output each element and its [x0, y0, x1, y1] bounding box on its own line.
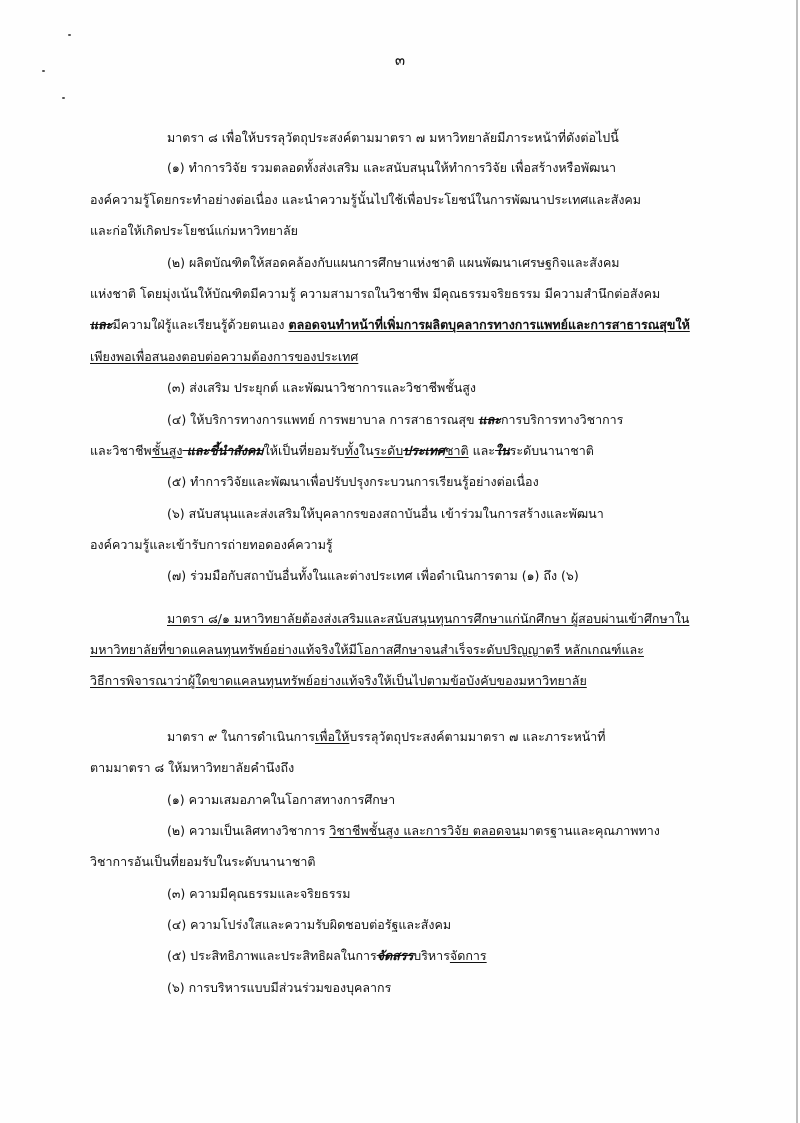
- section-9-line-1: [167, 727, 606, 747]
- scan-edge: [796, 0, 798, 1123]
- deleted-text: และชี้นำสังคม: [182, 443, 264, 458]
- text-run: (๒) ความเป็นเลิศทางวิชาการ: [167, 823, 330, 838]
- deleted-text: และ: [90, 317, 113, 332]
- section-8-item-2-line-3: [90, 315, 690, 335]
- text-run: และ: [468, 443, 496, 458]
- text-run: มีความใฝ่รู้และเรียนรู้ด้วยตนเอง: [112, 317, 289, 332]
- section-8-item-7: (๗) ร่วมมือกับสถาบันอื่นทั้งในและต่างประเทศ เพื่อดำเนินการตาม (๑) ถึง (๖): [167, 568, 579, 583]
- page-number: ๓: [394, 51, 406, 69]
- section-8-item-1-line-1: (๑) ทำการวิจัย รวมตลอดทั้งส่งเสริม และสนับสนุนให้ทำการวิจัย เพื่อสร้างหรือพัฒนา: [167, 160, 616, 175]
- section-9-item-2-line-1: [167, 821, 660, 841]
- section-8-1-line-1: มาตรา ๘/๑ มหาวิทยาลัยต้องส่งเสริมและสนับสนุนทุนการศึกษาแก่นักศึกษา ผู้สอบผ่านเข้าศึกษาใน: [167, 611, 690, 626]
- amended-text: ชั้นสูง: [151, 443, 183, 458]
- section-8-1-line-2: มหาวิทยาลัยที่ขาดแคลนทุนทรัพย์อย่างแท้จริงให้มีโอกาสศึกษาจนสำเร็จระดับปริญญาตรี หลักเกณฑ์และ: [90, 642, 644, 657]
- deleted-text: ใน: [495, 443, 510, 458]
- deleted-text: ประเทศ: [403, 443, 445, 458]
- scan-speck: [68, 34, 71, 36]
- text-run: มาตรฐานและคุณภาพทาง: [520, 823, 660, 838]
- section-8-1-line-3: วิธีการพิจารณาว่าผู้ใดขาดแคลนทุนทรัพย์อย่างแท้จริงให้เป็นไปตามข้อบังคับของมหาวิทยาลัย: [90, 673, 587, 688]
- amended-text: ทั้ง: [344, 443, 360, 458]
- amended-text: วิชาชีพชั้นสูง และการวิจัย ตลอดจน: [329, 823, 521, 838]
- section-8-item-2-line-1: (๒) ผลิตบัณฑิตให้สอดคล้องกับแผนการศึกษาแห่งชาติ แผนพัฒนาเศรษฐกิจและสังคม: [167, 255, 620, 270]
- section-8-item-4-line-2: [90, 441, 594, 461]
- text-run: (๔) ให้บริการทางการแพทย์ การพยาบาล การสาธารณสุข: [167, 412, 479, 427]
- deleted-text: จัดสรร: [376, 948, 414, 963]
- text-run: บรรลุวัตถุประสงค์ตามมาตรา ๗ และภาระหน้าที่: [349, 729, 606, 744]
- section-8-item-6-line-1: (๖) สนับสนุนและส่งเสริมให้บุคลากรของสถาบันอื่น เข้าร่วมในการสร้างและพัฒนา: [167, 506, 604, 521]
- section-8-item-1-line-2: องค์ความรู้โดยกระทำอย่างต่อเนื่อง และนำความรู้นั้นไปใช้เพื่อประโยชน์ในการพัฒนาประเทศและสังคม: [90, 192, 642, 207]
- section-9-item-3: (๓) ความมีคุณธรรมและจริยธรรม: [167, 886, 351, 901]
- amended-text: เพื่อให้: [314, 729, 350, 744]
- section-8-item-5: (๕) ทำการวิจัยและพัฒนาเพื่อปรับปรุงกระบวนการเรียนรู้อย่างต่อเนื่อง: [167, 474, 539, 489]
- text-run: และวิชาชีพ: [90, 443, 152, 458]
- section-9-item-2-line-2: วิชาการอันเป็นที่ยอมรับในระดับนานาชาติ: [90, 854, 316, 869]
- section-8-item-3: (๓) ส่งเสริม ประยุกต์ และพัฒนาวิชาการและวิชาชีพชั้นสูง: [167, 380, 476, 395]
- section-8-item-2-line-2: แห่งชาติ โดยมุ่งเน้นให้บัณฑิตมีความรู้ ความสามารถในวิชาชีพ มีคุณธรรมจริยธรรม มีความสำนึกต่อสังคม: [90, 286, 661, 301]
- text-run: ให้เป็นที่ยอมรับ: [263, 443, 345, 458]
- text-run: (๕) ประสิทธิภาพและประสิทธิผลในการ: [167, 948, 377, 963]
- amended-text: จัดการ: [449, 948, 487, 963]
- section-9-item-6: (๖) การบริหารแบบมีส่วนร่วมของบุคลากร: [167, 980, 392, 995]
- section-9-line-2: ตามมาตรา ๘ ให้มหาวิทยาลัยคำนึงถึง: [90, 760, 295, 775]
- section-8-heading: มาตรา ๘ เพื่อให้บรรลุวัตถุประสงค์ตามมาตรา ๗ มหาวิทยาลัยมีภาระหน้าที่ดังต่อไปนี้: [167, 130, 619, 145]
- section-8-item-2-line-4: เพียงพอเพื่อสนองตอบต่อความต้องการของประเทศ: [90, 349, 359, 364]
- section-8-item-6-line-2: องค์ความรู้และเข้ารับการถ่ายทอดองค์ความรู้: [90, 537, 333, 552]
- deleted-text: และ: [478, 412, 501, 427]
- text-run: มาตรา ๙ ในการดำเนินการ: [167, 729, 315, 744]
- scan-speck: [62, 97, 65, 99]
- section-9-item-5: [167, 946, 487, 966]
- section-8-item-4-line-1: [167, 410, 623, 430]
- section-9-item-4: (๔) ความโปร่งใสและความรับผิดชอบต่อรัฐและสังคม: [167, 917, 452, 932]
- amended-text: ตลอดจนทำหน้าที่เพิ่มการผลิตบุคลากรทางการแพทย์และการสาธารณสุขให้: [288, 317, 690, 332]
- text-run: ใน: [359, 443, 374, 458]
- section-8-item-1-line-3: และก่อให้เกิดประโยชน์แก่มหาวิทยาลัย: [90, 223, 298, 238]
- section-9-item-1: (๑) ความเสมอภาคในโอกาสทางการศึกษา: [167, 792, 396, 807]
- text-run: บริหาร: [413, 948, 450, 963]
- amended-text: ชาติ: [444, 443, 469, 458]
- amended-text: ระดับ: [373, 443, 404, 458]
- text-run: ระดับนานาชาติ: [509, 443, 594, 458]
- text-run: การบริการทางวิชาการ: [500, 412, 624, 427]
